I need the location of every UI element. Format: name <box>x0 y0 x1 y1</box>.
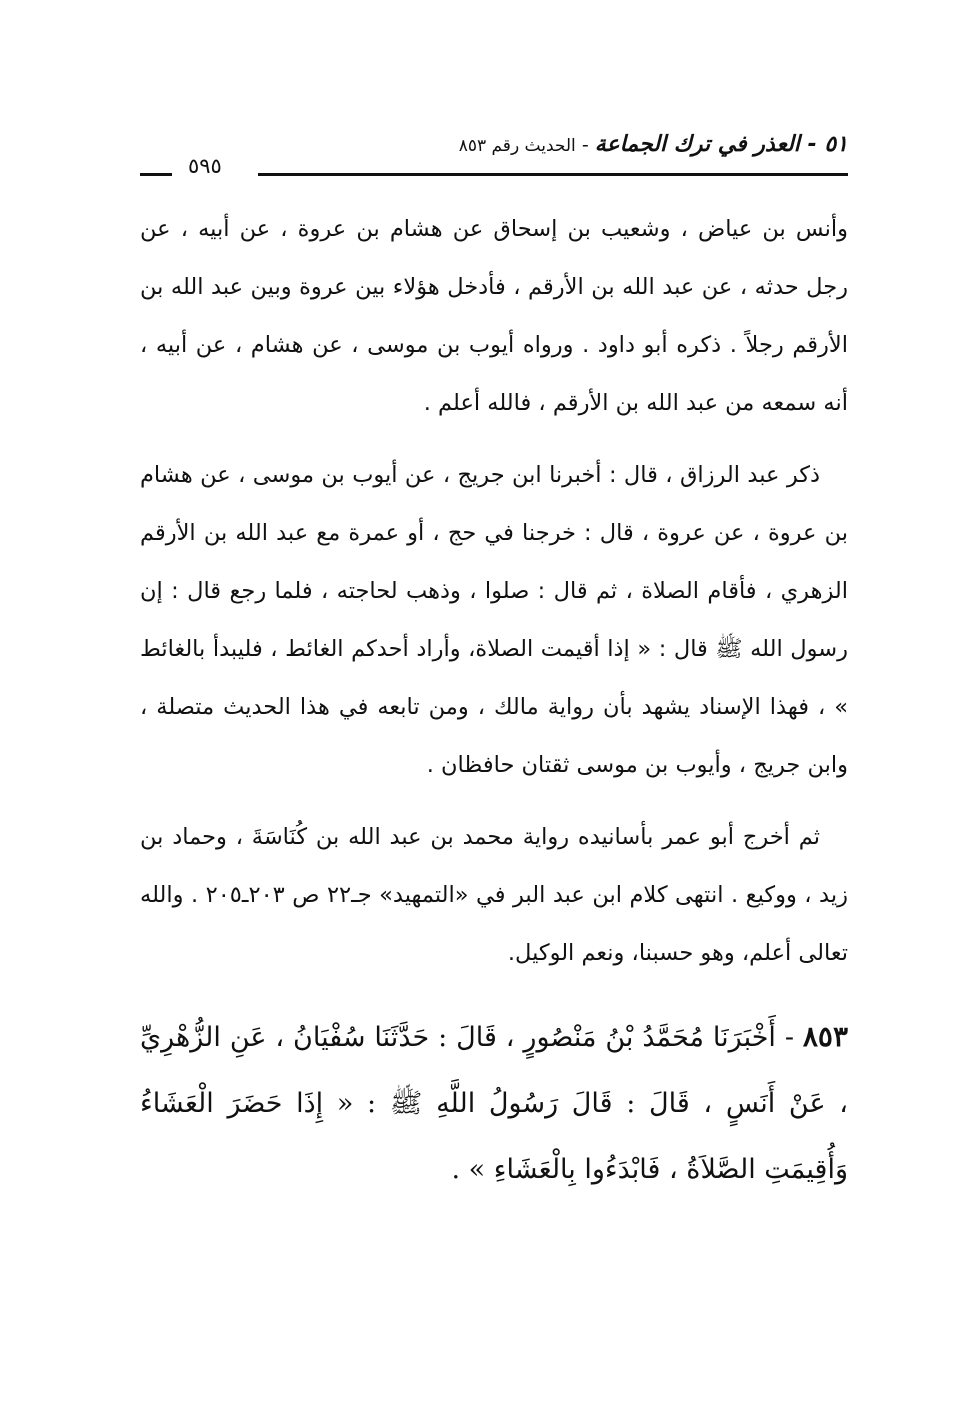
running-title <box>459 130 848 161</box>
commentary-paragraph-3: ثم أخرج أبو عمر بأسانيده رواية محمد بن عبد الله بن كُنَاسَةَ ، وحماد بن زيد ، ووكيع . انتهى كلام ابن عبد البر في «التمهيد» جـ٢٢ ص ٢٠٣ـ٢٠٥ . والله تعالى أعلم، وهو حسبنا، ونعم الوكيل. <box>140 824 848 966</box>
page-header <box>140 130 848 182</box>
hadith-reference: الحديث رقم ٨٥٣ <box>458 136 576 156</box>
header-rule-short <box>140 173 172 176</box>
commentary-paragraph-2: ذكر عبد الرزاق ، قال : أخبرنا ابن جريج ، عن أيوب بن موسى ، عن هشام بن عروة ، عن عروة ، قال : خرجنا في حج ، أو عمرة مع عبد الله بن الأرقم الزهري ، فأقام الصلاة ، ثم قال : صلوا ، وذهب لحاجته ، فلما رجع قال : إن رسول الله ﷺ قال : « إذا أقيمت الصلاة، وأراد أحدكم الغائط ، فليبدأ بالغائط » ، فهذا الإسناد يشهد بأن رواية مالك ، ومن تابعه في هذا الحديث متصلة ، وابن جريج ، وأيوب بن موسى ثقتان حافظان . <box>140 462 848 778</box>
page-body <box>140 200 848 1203</box>
commentary-paragraph-1: وأنس بن عياض ، وشعيب بن إسحاق عن هشام بن عروة ، عن أبيه ، عن رجل حدثه ، عن عبد الله بن الأرقم ، فأدخل هؤلاء بين عروة وبين عبد الله بن الأرقم رجلاً . ذكره أبو داود . ورواه أيوب بن موسى ، عن هشام ، عن أبيه ، أنه سمعه من عبد الله بن الأرقم ، فالله أعلم . <box>140 216 848 416</box>
header-rule <box>258 173 848 176</box>
hadith-text: - أَخْبَرَنَا مُحَمَّدُ بْنُ مَنْصُورٍ ، قَالَ : حَدَّثَنَا سُفْيَانُ ، عَنِ الزُّهْرِيِّ ، عَنْ أَنَسٍ ، قَالَ : قَالَ رَسُولُ اللَّهِ ﷺ : « إِذَا حَضَرَ الْعَشَاءُ وَأُقِيمَتِ الصَّلاَةُ ، فَابْدَءُوا بِالْعَشَاءِ » . <box>140 1022 848 1185</box>
page-number: ٥٩٥ <box>188 154 222 178</box>
hadith-text-block <box>140 1004 848 1203</box>
title-separator: - <box>575 134 595 156</box>
chapter-title: ٥١ - العذر في ترك الجماعة <box>594 132 848 157</box>
hadith-number: ٨٥٣ <box>802 1020 848 1053</box>
